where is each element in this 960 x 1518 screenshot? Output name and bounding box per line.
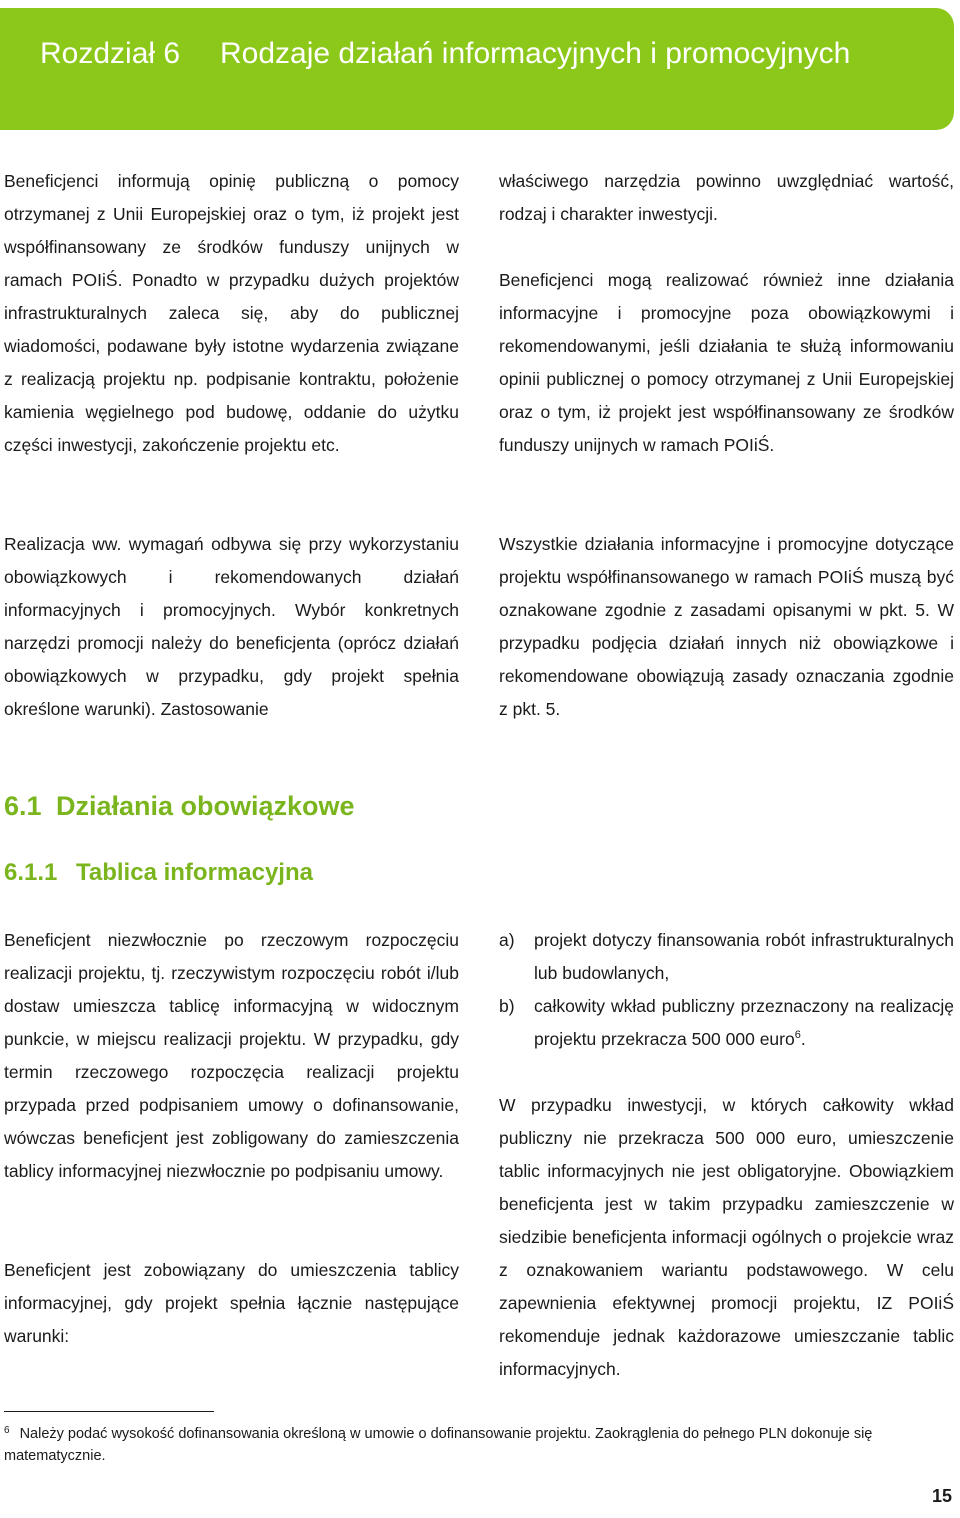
intro-right-column-2 xyxy=(499,264,954,462)
body-paragraph-3: W przypadku inwestycji, w których całkowity wkład publiczny nie przekracza 500 000 euro, umieszczenie tablic informacyjnych nie jest obligatoryjne. Obowiązkiem beneficjenta jest w takim przypadku zamieszczenie w siedzibie beneficjenta informacji ogólnych o projekcie wraz z oznakowaniem wariantu podstawowego. W celu zapewnienia efektywnej promocji projektu, IZ POIiŚ rekomenduje jednak każdorazowe umieszczanie tablic informacyjnych. xyxy=(499,1095,954,1379)
page-number: 15 xyxy=(931,1486,952,1506)
footnote-ref: 6 xyxy=(794,1029,801,1041)
section-number: 6.1 xyxy=(4,791,42,821)
body-paragraph-2: Beneficjent jest zobowiązany do umieszczenia tablicy informacyjnej, gdy projekt spełnia łącznie następujące warunki: xyxy=(4,1260,459,1346)
list-item xyxy=(499,924,954,990)
chapter-banner xyxy=(0,8,954,130)
section-title: Działania obowiązkowe xyxy=(56,791,355,821)
list-item-suffix: . xyxy=(800,1029,806,1049)
intro-left-column xyxy=(4,165,459,462)
intro-paragraph-1: Beneficjenci informują opinię publiczną o pomocy otrzymanej z Unii Europejskiej oraz o tym, iż projekt jest współfinansowany ze środków funduszy unijnych w ramach POIiŚ. Ponadto w przypadku dużych projektów infrastrukturalnych zaleca się, aby do publicznej wiadomości, podawane były istotne wydarzenia związane z realizacją projektu np. podpisanie kontraktu, położenie kamienia węgielnego pod budowę, oddanie do użytku części inwestycji, zakończenie projektu etc. xyxy=(4,171,459,455)
subsection-heading xyxy=(4,855,313,891)
footnote-text: Należy podać wysokość dofinansowania określoną w umowie o dofinansowanie projektu. Zaokrąglenia do pełnego PLN dokonuje się matematycznie. xyxy=(4,1426,873,1464)
list-item-text: projekt dotyczy finansowania robót infrastrukturalnych lub budowlanych, xyxy=(534,930,954,983)
chapter-number: Rozdział 6 xyxy=(40,37,181,70)
footnote-number: 6 xyxy=(4,1425,10,1436)
body-paragraph-1: Beneficjent niezwłocznie po rzeczowym rozpoczęciu realizacji projektu, tj. rzeczywistym rozpoczęciu robót i/lub dostaw umieszcza tablicę informacyjną w widocznym punkcie, w miejscu realizacji projektu. W przypadku, gdy termin rzeczowego rozpoczęcia realizacji projektu przypada przed podpisaniem umowy o dofinansowanie, wówczas beneficjent jest zobligowany do zamieszczenia tablicy informacyjnej niezwłocznie po podpisaniu umowy. xyxy=(4,930,459,1181)
list-item xyxy=(499,990,954,1056)
body-right-column xyxy=(499,1089,954,1386)
intro-paragraph-5: Wszystkie działania informacyjne i promocyjne dotyczące projektu współfinansowanego w ramach POIiŚ muszą być oznakowane zgodnie z zasadami opisanymi w pkt. 5. W przypadku podjęcia działań innych niż obowiązkowe i rekomendowane obowiązują zasady oznaczania zgodnie z pkt. 5. xyxy=(499,534,954,719)
section-heading xyxy=(4,786,355,826)
body-left-column-2 xyxy=(4,1254,459,1353)
intro-paragraph-2: Realizacja ww. wymagań odbywa się przy wykorzystaniu obowiązkowych i rekomendowanych działań informacyjnych i promocyjnych. Wybór konkretnych narzędzi promocji należy do beneficjenta (oprócz działań obowiązkowych w przypadku, gdy projekt spełnia określone warunki). Zastosowanie xyxy=(4,534,459,719)
list-item-text: całkowity wkład publiczny przeznaczony na realizację projektu przekracza 500 000 euro xyxy=(534,996,954,1049)
intro-right-column xyxy=(499,165,954,231)
list-item-label: b) xyxy=(499,996,515,1016)
footnote xyxy=(4,1420,954,1467)
intro-paragraph-4: Beneficjenci mogą realizować również inne działania informacyjne i promocyjne poza obowiązkowymi i rekomendowanymi, jeśli działania te służą informowaniu opinii publicznej o pomocy otrzymanej z Unii Europejskiej oraz o tym, iż projekt jest współfinansowany ze środków funduszy unijnych w ramach POIiŚ. xyxy=(499,270,954,455)
intro-left-column-2 xyxy=(4,528,459,726)
body-left-column xyxy=(4,924,459,1188)
intro-paragraph-3: właściwego narzędzia powinno uwzględniać wartość, rodzaj i charakter inwestycji. xyxy=(499,171,954,224)
subsection-number: 6.1.1 xyxy=(4,859,58,886)
chapter-title: Rodzaje działań informacyjnych i promocyjnych xyxy=(220,37,851,70)
subsection-title: Tablica informacyjna xyxy=(76,859,313,886)
footnote-divider xyxy=(4,1411,214,1412)
list-item-label: a) xyxy=(499,930,515,950)
intro-right-column-3 xyxy=(499,528,954,726)
conditions-list xyxy=(499,924,954,1056)
